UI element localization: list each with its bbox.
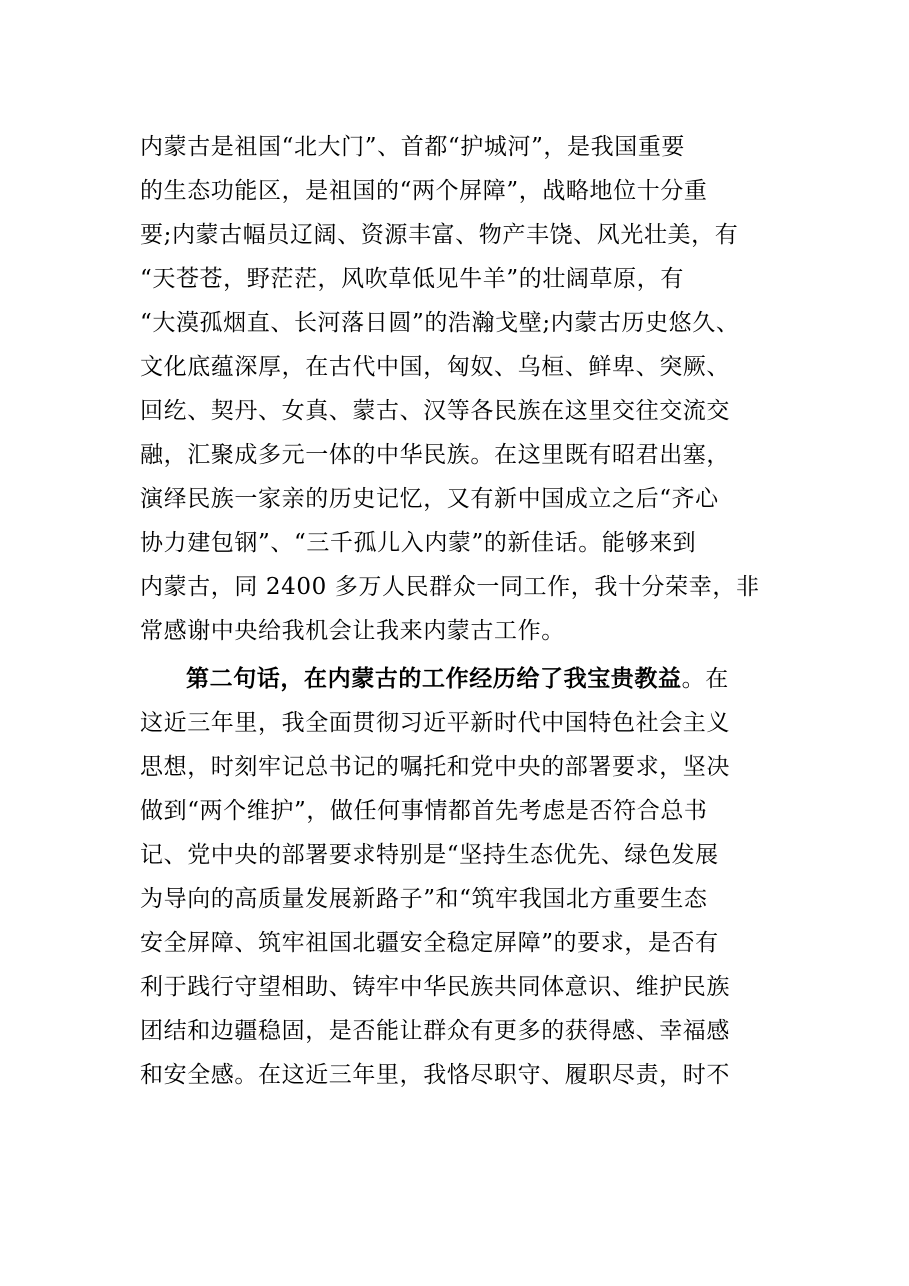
text-line: “大漠孤烟直、长河落日圆”的浩瀚戈壁;内蒙古历史悠久、 bbox=[140, 310, 740, 336]
text-line: “天苍苍，野茫茫，风吹草低见牛羊”的壮阔草原，有 bbox=[140, 266, 684, 292]
text-line: 安全屏障、筑牢祖国北疆安全稳定屏障”的要求，是否有 bbox=[140, 930, 719, 956]
text-line: 常感谢中央给我机会让我来内蒙古工作。 bbox=[140, 618, 565, 644]
text-line: 的生态功能区，是祖国的“两个屏障”，战略地位十分重 bbox=[140, 178, 708, 204]
text-line: 演绎民族一家亲的历史记忆，又有新中国成立之后“齐心 bbox=[140, 486, 719, 512]
text-line: 这近三年里，我全面贯彻习近平新时代中国特色社会主义 bbox=[140, 710, 730, 736]
text-fragment: 。在 bbox=[681, 666, 729, 692]
paragraph-inner-mongolia-intro bbox=[140, 125, 780, 653]
paragraph-heading: 第二句话，在内蒙古的工作经历给了我宝贵教益 bbox=[186, 665, 682, 692]
text-line: 内蒙古是祖国“北大门”、首都“护城河”，是我国重要 bbox=[140, 134, 686, 160]
paragraph-second-point bbox=[140, 657, 780, 1097]
document-body bbox=[140, 125, 780, 1097]
text-line: 做到“两个维护”，做任何事情都首先考虑是否符合总书 bbox=[140, 798, 708, 824]
text-line: 文化底蕴深厚，在古代中国，匈奴、乌桓、鲜卑、突厥、 bbox=[140, 354, 730, 380]
text-line: 为导向的高质量发展新路子”和“筑牢我国北方重要生态 bbox=[140, 886, 708, 912]
text-line: 内蒙古，同 2400 多万人民群众一同工作，我十分荣幸，非 bbox=[140, 574, 760, 600]
paragraph-first-line bbox=[140, 657, 780, 701]
text-line: 记、党中央的部署要求特别是“坚持生态优先、绿色发展 bbox=[140, 842, 719, 868]
text-line: 利于践行守望相助、铸牢中华民族共同体意识、维护民族 bbox=[140, 974, 730, 1000]
text-line: 思想，时刻牢记总书记的嘱托和党中央的部署要求，坚决 bbox=[140, 754, 730, 780]
text-line: 回纥、契丹、女真、蒙古、汉等各民族在这里交往交流交 bbox=[140, 398, 730, 424]
text-line: 团结和边疆稳固，是否能让群众有更多的获得感、幸福感 bbox=[140, 1018, 730, 1044]
text-line: 要;内蒙古幅员辽阔、资源丰富、物产丰饶、风光壮美，有 bbox=[140, 222, 739, 248]
text-line: 融，汇聚成多元一体的中华民族。在这里既有昭君出塞， bbox=[140, 442, 730, 468]
text-line: 和安全感。在这近三年里，我恪尽职守、履职尽责，时不 bbox=[140, 1062, 730, 1088]
text-line: 协力建包钢”、“三千孤儿入内蒙”的新佳话。能够来到 bbox=[140, 530, 697, 556]
